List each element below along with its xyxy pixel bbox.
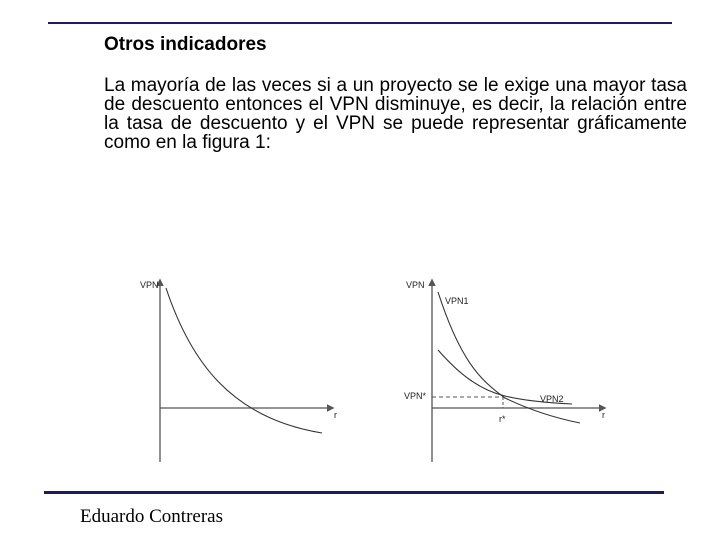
vpn-star-label: VPN* <box>404 391 427 401</box>
r-star-label: r* <box>499 414 506 424</box>
left-x-axis-label: r <box>334 410 337 420</box>
slide-paragraph: La mayoría de las veces si a un proyecto se le exige una mayor tasa de descuento entonces el VPN disminuye, es decir, la relación entre la tasa de descuento y el VPN se puede representar gráficamente como en la figura 1: <box>104 75 687 153</box>
vpn2-label: VPN2 <box>540 394 564 404</box>
footer-author: Eduardo Contreras <box>80 506 223 527</box>
right-x-axis-label: r <box>602 410 605 420</box>
right-y-axis-label: VPN <box>406 280 425 290</box>
left-graph <box>140 280 337 462</box>
left-vpn-curve <box>166 288 322 433</box>
vpn1-label: VPN1 <box>445 296 469 306</box>
right-graph <box>404 280 605 462</box>
left-y-axis-label: VPN <box>140 280 159 290</box>
bottom-rule <box>44 491 664 494</box>
slide-title: Otros indicadores <box>104 34 267 55</box>
